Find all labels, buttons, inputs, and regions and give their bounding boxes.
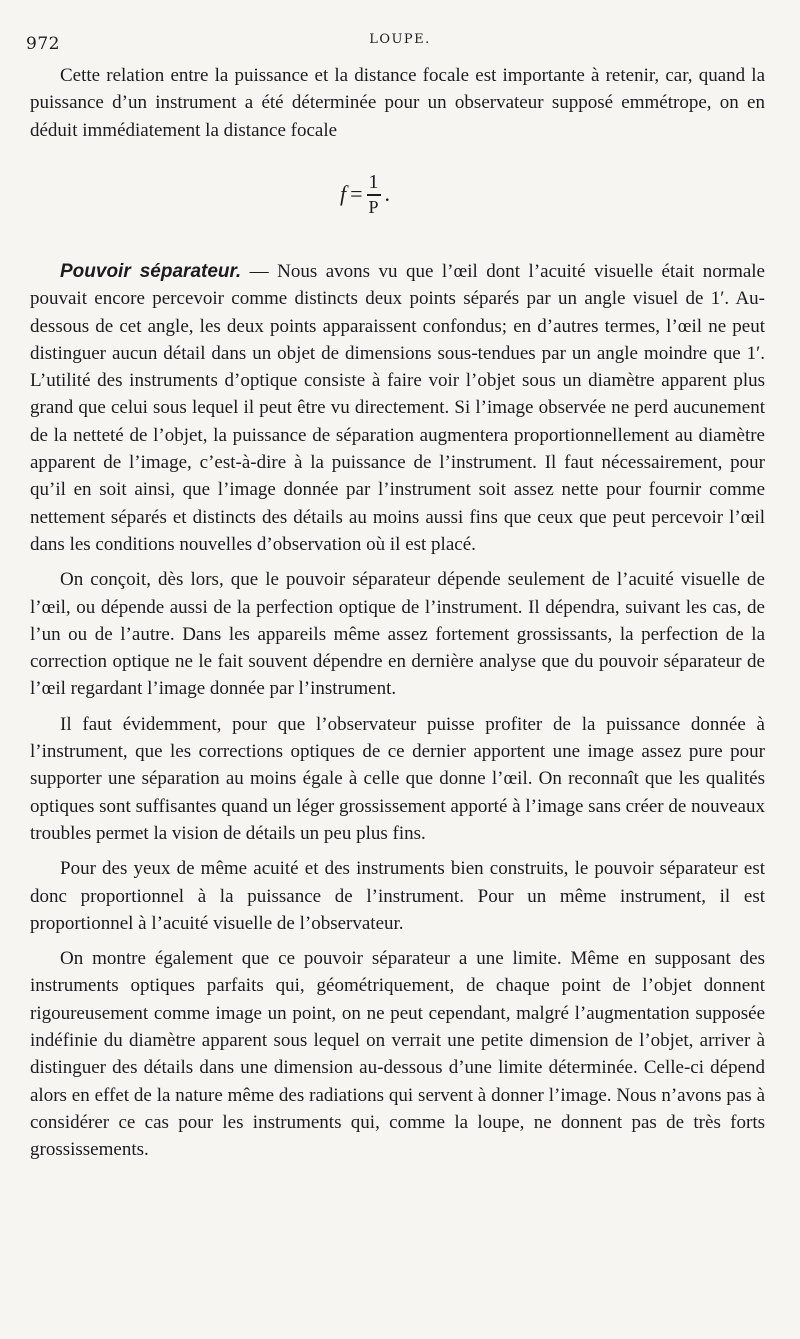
fraction-bar (367, 194, 381, 196)
formula-equals: = (350, 180, 363, 206)
intro-block (30, 62, 765, 144)
running-head: LOUPE. (369, 32, 431, 47)
formula-end: . (384, 180, 391, 206)
paragraph-5: On montre également que ce pouvoir séparateur a une limite. Même en supposant des instruments optiques parfaits qui, géométriquement, de chaque point de l’objet donnent rigoureusement comme image un point, on ne peut cependant, malgré l’augmentation supposée indéfinie du diamètre apparent sous lequel on verrait une petite dimension de l’objet, arriver à distinguer des détails dans une dimension au-dessous d’une limite déterminée. Celle-ci dépend alors en effet de la nature même des radiations qui servent à donner l’image. Nous n’avons pas à considérer ce cas pour les instruments qui, comme la loupe, ne donnent pas de très forts grossissements. (30, 948, 765, 1161)
formula-fraction (367, 172, 381, 216)
paragraph-3: Il faut évidemment, pour que l’observateur puisse profiter de la puissance donnée à l’instrument, que les corrections optiques de ce dernier apportent une image assez pure pour supporter une séparation au moins égale à celle que donne l’œil. On reconnaît que les qualités optiques sont suffisantes quand un léger grossissement apporté à l’image sans créer de nouveaux troubles permet la vision de détails un peu plus fins. (30, 713, 765, 844)
intro-paragraph: Cette relation entre la puissance et la distance focale est importante à retenir, car, quand la puissance d’un instrument a été déterminée pour un observateur supposé emmétrope, on en déduit immédiatement la distance focale (30, 65, 765, 141)
formula-numerator: 1 (368, 171, 379, 193)
formula-denominator: P (368, 196, 379, 217)
focal-formula (340, 172, 390, 216)
paragraph-2: On conçoit, dès lors, que le pouvoir séparateur dépende seulement de l’acuité visuelle de l’œil, ou dépende aussi de la perfection optique de l’instrument. Il dépendra, suivant les cas, de l’un ou de l’autre. Dans les appareils même assez fortement grossissants, la perfection de la correction optique ne le fait souvent dépendre en dernière analyse que du pouvoir séparateur de l’œil regardant l’image donnée par l’instrument. (30, 569, 765, 700)
section-pouvoir-separateur (30, 258, 765, 1164)
section-heading: Pouvoir séparateur. (60, 261, 242, 282)
paragraph-4: Pour des yeux de même acuité et des instruments bien construits, le pouvoir séparateur est donc proportionnel à la puissance de l’instrument. Pour un même instrument, il est proportionnel à l’acuité visuelle de l’observateur. (30, 858, 765, 934)
formula-lhs: f (340, 180, 347, 206)
paragraph-1 (30, 258, 765, 558)
page-number: 972 (26, 34, 60, 54)
paragraph-1-text: — Nous avons vu que l’œil dont l’acuité visuelle était normale pouvait encore percevoir comme distincts deux points séparés par un angle visuel de 1′. Au-dessous de cet angle, les deux points apparaissent confondus; en d’autres termes, l’œil ne peut distinguer aucun détail dans un objet de dimensions sous-tendues par un angle moindre que 1′. L’utilité des instruments d’optique consiste à faire voir l’objet sous un diamètre apparent plus grand que celui sous lequel il peut être vu directement. Si l’image observée ne perd aucunement de la netteté de l’objet, la puissance de séparation augmentera proportionnellement au diamètre apparent de l’image, c’est-à-dire à la puissance de l’instrument. Il faut nécessairement, pour qu’il en soit ainsi, que l’image donnée par l’instrument soit assez nette pour fournir comme nettement séparés et distincts des détails au moins aussi fins que ceux que peut percevoir l’œil dans les conditions nouvelles d’observation où il est placé. (30, 261, 765, 555)
